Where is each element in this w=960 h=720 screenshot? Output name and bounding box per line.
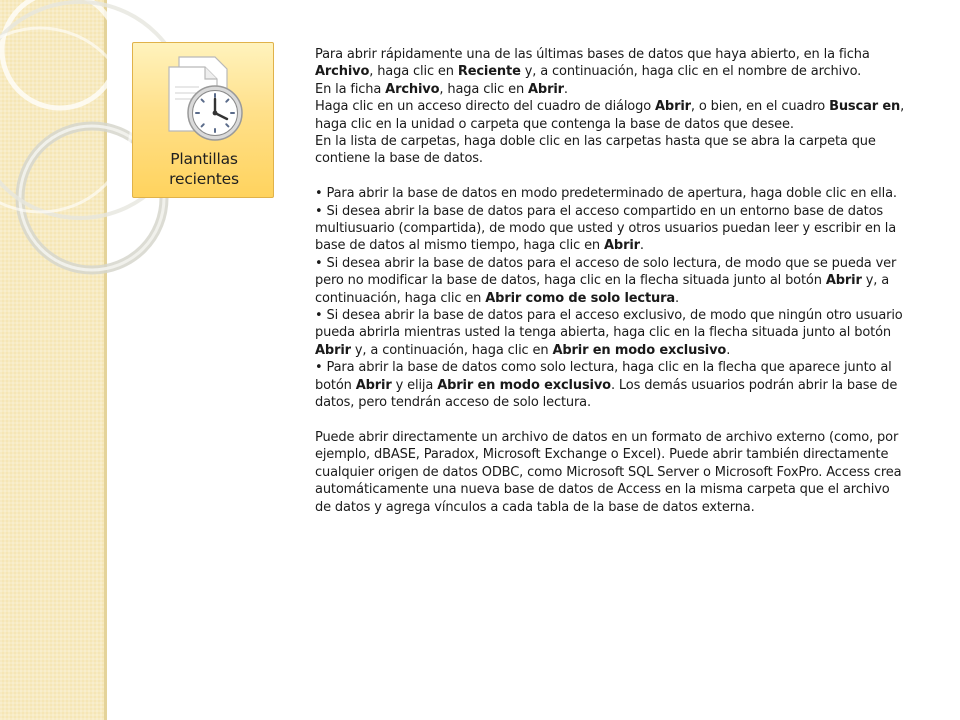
text-run: • Si desea abrir la base de datos para el acceso de solo lectura, de modo que se pueda ver pero no modificar la base de datos, haga clic en la flecha situada junto al botón (315, 255, 897, 289)
bold-term: Abrir (825, 273, 862, 289)
text-run: , haga clic en la unidad o carpeta que contenga la base de datos que desee. (315, 99, 905, 132)
paragraph-gap (315, 168, 905, 185)
bold-term: Archivo (385, 81, 440, 97)
bold-term: Abrir (604, 238, 640, 254)
text-run: y, a continuación, haga clic en (350, 342, 553, 358)
text-run: . (639, 238, 644, 254)
text-run: . (563, 81, 568, 97)
tile-label-line-1: Plantillas (170, 150, 238, 168)
text-run: y, a continuación, haga clic en el nombre de archivo. (520, 64, 862, 80)
paragraph-gap (315, 412, 905, 429)
text-run: , haga clic en (369, 64, 458, 80)
bold-term: Archivo (315, 64, 370, 80)
text-run: En la ficha (315, 81, 386, 97)
paragraph-folder-list (315, 133, 905, 168)
bullet-exclusive-access (315, 307, 905, 359)
bold-term: Abrir (528, 81, 564, 97)
bold-term: Abrir (355, 377, 392, 393)
instructions-text (315, 46, 905, 516)
text-run: • Para abrir la base de datos en modo predeterminado de apertura, haga doble clic en ella. (315, 186, 897, 202)
text-run: . (726, 342, 731, 358)
bold-term: Abrir en modo exclusivo (552, 342, 727, 358)
bullet-shared-access (315, 203, 905, 255)
bullet-read-only-access (315, 255, 905, 307)
paragraph-external-formats (315, 429, 905, 516)
text-run: Puede abrir directamente un archivo de datos en un formato de archivo externo (como, por ejemplo, dBASE, Paradox, Microsoft Exchange o Excel). Puede abrir también directamente cualquier origen de datos ODBC, como Microsoft SQL Server o Microsoft FoxPro. Access crea automáticamente una nueva base de datos de Access en la misma carpeta que el archivo de datos y agrega vínculos a cada tabla de la base de datos externa. (315, 429, 902, 515)
paragraph-file-open (315, 81, 905, 98)
text-run: • Para abrir la base de datos como solo lectura, haga clic en la flecha que aparece junto al botón (315, 360, 892, 393)
bullet-read-only-exclusive (315, 359, 905, 411)
bold-term: Reciente (457, 64, 521, 80)
decorative-side-band (0, 0, 106, 720)
bold-term: Abrir (655, 99, 691, 115)
text-run: Haga clic en un acceso directo del cuadro de diálogo (315, 99, 656, 115)
bold-term: Abrir como de solo lectura (485, 290, 676, 306)
text-run: . (675, 290, 680, 306)
bold-term: Abrir en modo exclusivo (437, 377, 611, 393)
tile-label-line-2: recientes (169, 170, 239, 188)
text-run: • Si desea abrir la base de datos para el acceso compartido en un entorno base de datos multiusuario (compartida), de modo que usted y otros usuarios puedan leer y escribir en la base de datos al mismo tiempo, haga clic en (315, 203, 897, 254)
text-run: . Los demás usuarios podrán abrir la base de datos, pero tendrán acceso de solo lectura. (315, 377, 898, 411)
bold-term: Buscar en (829, 99, 901, 115)
text-run: y elija (391, 377, 438, 393)
side-band-edge (104, 0, 107, 720)
recent-templates-tile[interactable] (132, 42, 274, 198)
text-run: En la lista de carpetas, haga doble clic en las carpetas hasta que se abra la carpeta que contiene la base de datos. (315, 134, 876, 167)
bullet-default-mode (315, 185, 905, 202)
paragraph-recent (315, 46, 905, 81)
bold-term: Abrir (315, 342, 351, 358)
text-run: , o bien, en el cuadro (690, 99, 830, 115)
text-run: • Si desea abrir la base de datos para el acceso exclusivo, de modo que ningún otro usuario pueda abrirla mientras usted la tenga abierta, haga clic en la flecha situada junto al botón (315, 308, 903, 341)
text-run: , haga clic en (439, 81, 529, 97)
paragraph-dialog (315, 98, 905, 133)
text-run: y, a continuación, haga clic en (315, 273, 890, 306)
recent-templates-clock-icon (159, 51, 249, 147)
text-run: Para abrir rápidamente una de las últimas bases de datos que haya abierto, en la ficha (315, 47, 870, 62)
recent-templates-label (133, 149, 275, 189)
